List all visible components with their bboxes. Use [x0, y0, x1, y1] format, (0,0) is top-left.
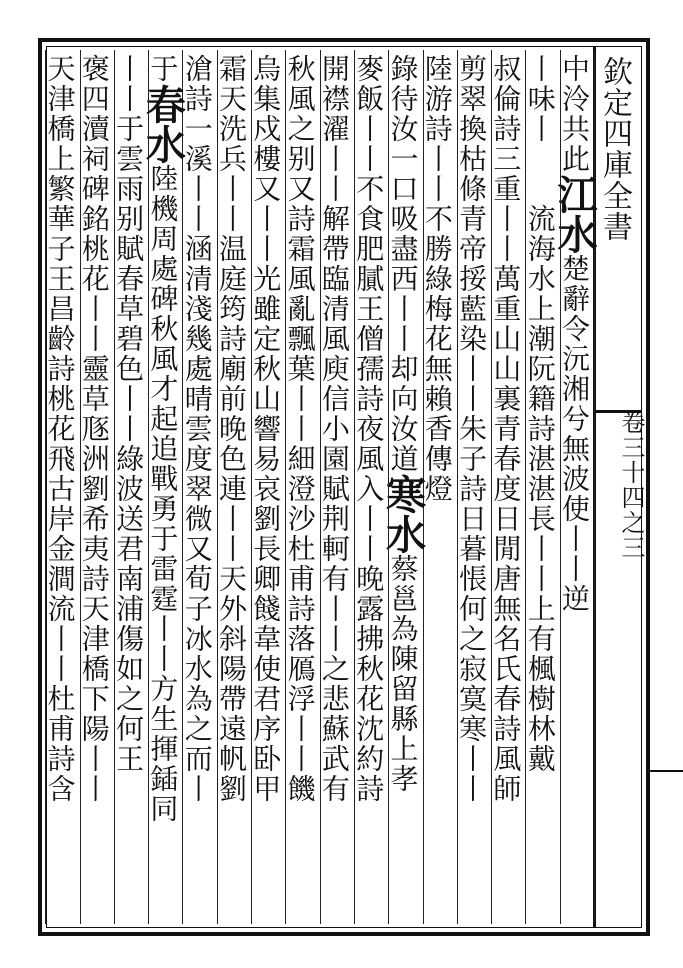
column-text: 中泠共此 [557, 54, 591, 174]
column-text: 烏集戍樓又丨丨光雖定秋山響易哀劉長卿餞韋使君序卧甲 [249, 54, 283, 804]
text-column [214, 54, 251, 924]
text-column [550, 54, 598, 924]
column-text: 于 [146, 54, 180, 84]
column-rule [491, 50, 492, 924]
text-column [283, 54, 319, 924]
text-column [43, 54, 79, 924]
column-text: 霜天洗兵丨丨温庭筠詩廟前晚色連丨丨天外斜陽帶遠帆劉 [214, 54, 248, 804]
column-text: 蔡邕為陳留縣上孝 [386, 554, 420, 794]
column-text: 丨味丨 流海水上潮阮籍詩湛湛長丨丨上有楓樹林戴 [523, 54, 557, 774]
text-column [420, 54, 457, 924]
column-rule [354, 50, 355, 924]
page-frame [38, 38, 650, 936]
column-heading: 春水 [139, 84, 187, 164]
column-rule [388, 50, 389, 924]
column-text: 開襟濯丨丨解帶臨清風庾信小園賦荆軻有丨丨之悲蘇武有 [317, 54, 351, 804]
column-rule [285, 50, 286, 924]
text-column [249, 54, 285, 924]
text-column [317, 54, 354, 924]
margin-tick [648, 770, 683, 772]
text-column [139, 54, 187, 924]
text-column [352, 54, 388, 924]
column-rule [525, 50, 526, 924]
column-rule [251, 50, 252, 924]
column-text: 楚辭令沅湘兮無波使丨丨逆 [557, 254, 591, 614]
text-column [112, 54, 148, 924]
column-text: 陸游詩丨丨不勝綠梅花無賴香傳燈 [420, 54, 454, 504]
column-rule [80, 50, 81, 924]
column-rule [45, 50, 46, 924]
column-rule [182, 50, 183, 924]
column-rule [560, 50, 561, 924]
text-column [379, 54, 427, 924]
column-rule [148, 50, 149, 924]
column-rule [320, 50, 321, 924]
column-heading: 江水 [550, 174, 598, 254]
text-column [180, 54, 216, 924]
book-title: 欽定四庫全書 [597, 56, 632, 242]
column-rule [457, 50, 458, 924]
text-column [523, 54, 559, 924]
column-text: 剪翠換枯條青帝挼藍染丨丨朱子詩日暮悵何之寂寞寒丨丨 [455, 54, 489, 804]
column-text: 丨丨于雲雨别賦春草碧色丨丨綠波送君南浦傷如之何王 [112, 54, 146, 774]
column-heading: 寒水 [379, 474, 427, 554]
column-text: 叔倫詩三重丨丨萬重山山裏青春度日閒唐無名氏春詩風師 [489, 54, 523, 804]
column-text: 天津橋上繁華子王昌齡詩桃花飛古岸金澗流丨丨杜甫詩含 [43, 54, 77, 804]
text-column [489, 54, 525, 924]
column-text: 麥飯丨丨不食肥膩王僧孺詩夜風入丨丨晚露拂秋花沈約詩 [352, 54, 386, 804]
column-text: 陸機周處碑秋風才起追戰勇于雷霆丨丨方生揮鍤同 [146, 164, 180, 824]
column-rule [217, 50, 218, 924]
section-label: 卷三十四之三 [617, 410, 645, 560]
column-text: 褒四瀆祠碑銘桃花丨丨靈草豗洲劉希夷詩天津橋下陽丨丨 [77, 54, 111, 804]
text-column [455, 54, 491, 924]
column-text: 錄待汝一口吸盡西丨丨却向汝道 [386, 54, 420, 474]
column-rule [114, 50, 115, 924]
column-text: 秋風之别又詩霜風亂飄葉丨丨細澄沙杜甫詩落鴈浮丨丨饑 [283, 54, 317, 804]
column-text: 滄詩一溪丨丨涵清淺幾處晴雲度翠微又荀子冰水為之而丨 [180, 54, 214, 804]
text-column [77, 54, 114, 924]
